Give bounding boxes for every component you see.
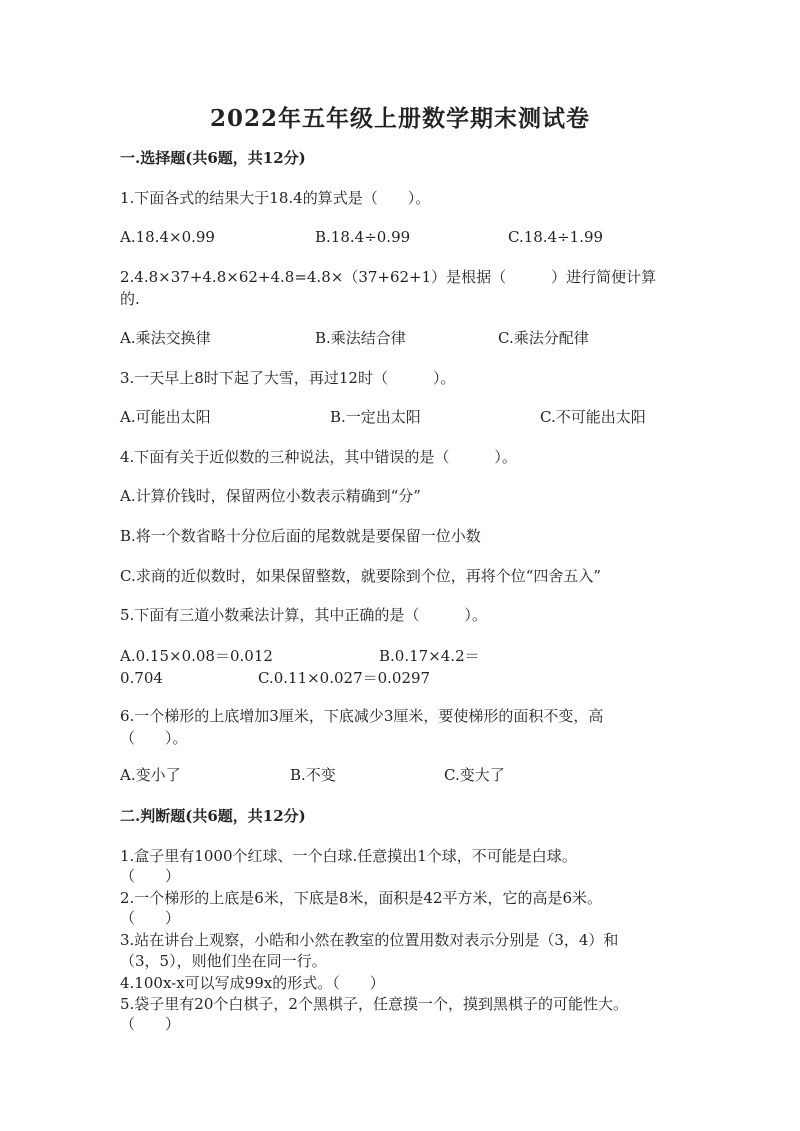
judgement-4-line1: 4.100x-x可以写成99x的形式。（ ） [120,974,385,992]
question-1-option-b: B.18.4÷0.99 [315,228,411,246]
question-5-option-c: C.0.11×0.027＝0.0297 [258,669,431,687]
question-1-option-c: C.18.4÷1.99 [508,228,604,246]
question-5-option-b-continued: 0.704 [120,669,163,687]
judgement-5-line2: （ ） [120,1015,181,1033]
judgement-1-line2: （ ） [120,867,181,885]
question-2-stem-line2: 的. [120,290,140,308]
question-3-stem: 3.一天早上8时下起了大雪，再过12时（ ）。 [120,369,456,387]
question-6-stem-line1: 6.一个梯形的上底增加3厘米，下底减少3厘米，要使梯形的面积不变，高 [120,707,604,725]
judgement-1-line1: 1.盒子里有1000个红球、一个白球.任意摸出1个球，不可能是白球。 [120,847,577,865]
question-4-stem: 4.下面有关于近似数的三种说法，其中错误的是（ ）。 [120,448,517,466]
question-4-option-a: A.计算价钱时，保留两位小数表示精确到“分” [120,487,421,505]
question-5-stem: 5.下面有三道小数乘法计算，其中正确的是（ ）。 [120,606,487,624]
judgement-3-line1: 3.站在讲台上观察，小皓和小然在教室的位置用数对表示分别是（3，4）和 [120,931,619,949]
section-heading-choice: 一.选择题(共6题，共12分) [120,149,306,167]
question-6-option-c: C.变大了 [444,766,505,784]
question-6-stem-line2: （ ）。 [120,729,188,747]
question-6-option-b: B.不变 [290,766,336,784]
question-3-option-c: C.不可能出太阳 [540,408,646,426]
judgement-2-line2: （ ） [120,909,181,927]
judgement-3-line2: （3，5），则他们坐在同一行。 [120,952,327,970]
question-6-option-a: A.变小了 [120,766,181,784]
judgement-5-line1: 5.袋子里有20个白棋子，2个黑棋子，任意摸一个，摸到黑棋子的可能性大。 [120,995,628,1013]
question-4-option-c: C.求商的近似数时，如果保留整数，就要除到个位，再将个位“四舍五入” [120,567,602,585]
question-3-option-b: B.一定出太阳 [330,408,421,426]
judgement-2-line1: 2.一个梯形的上底是6米，下底是8米，面积是42平方米，它的高是6米。 [120,889,603,907]
question-2-stem-line1: 2.4.8×37+4.8×62+4.8=4.8×（37+62+1）是根据（ ）进行简便计算 [120,268,657,286]
question-3-option-a: A.可能出太阳 [120,408,211,426]
question-5-option-a: A.0.15×0.08＝0.012 [120,647,273,665]
question-5-option-b: B.0.17×4.2＝ [379,647,480,665]
question-2-option-a: A.乘法交换律 [120,329,211,347]
question-4-option-b: B.将一个数省略十分位后面的尾数就是要保留一位小数 [120,527,481,545]
question-1-option-a: A.18.4×0.99 [120,228,215,246]
exam-title: 2022年五年级上册数学期末测试卷 [209,105,590,132]
question-1-stem: 1.下面各式的结果大于18.4的算式是（ ）。 [120,189,431,207]
question-2-option-b: B.乘法结合律 [315,329,406,347]
section-heading-judgement: 二.判断题(共6题，共12分) [120,807,306,825]
question-2-option-c: C.乘法分配律 [498,329,589,347]
